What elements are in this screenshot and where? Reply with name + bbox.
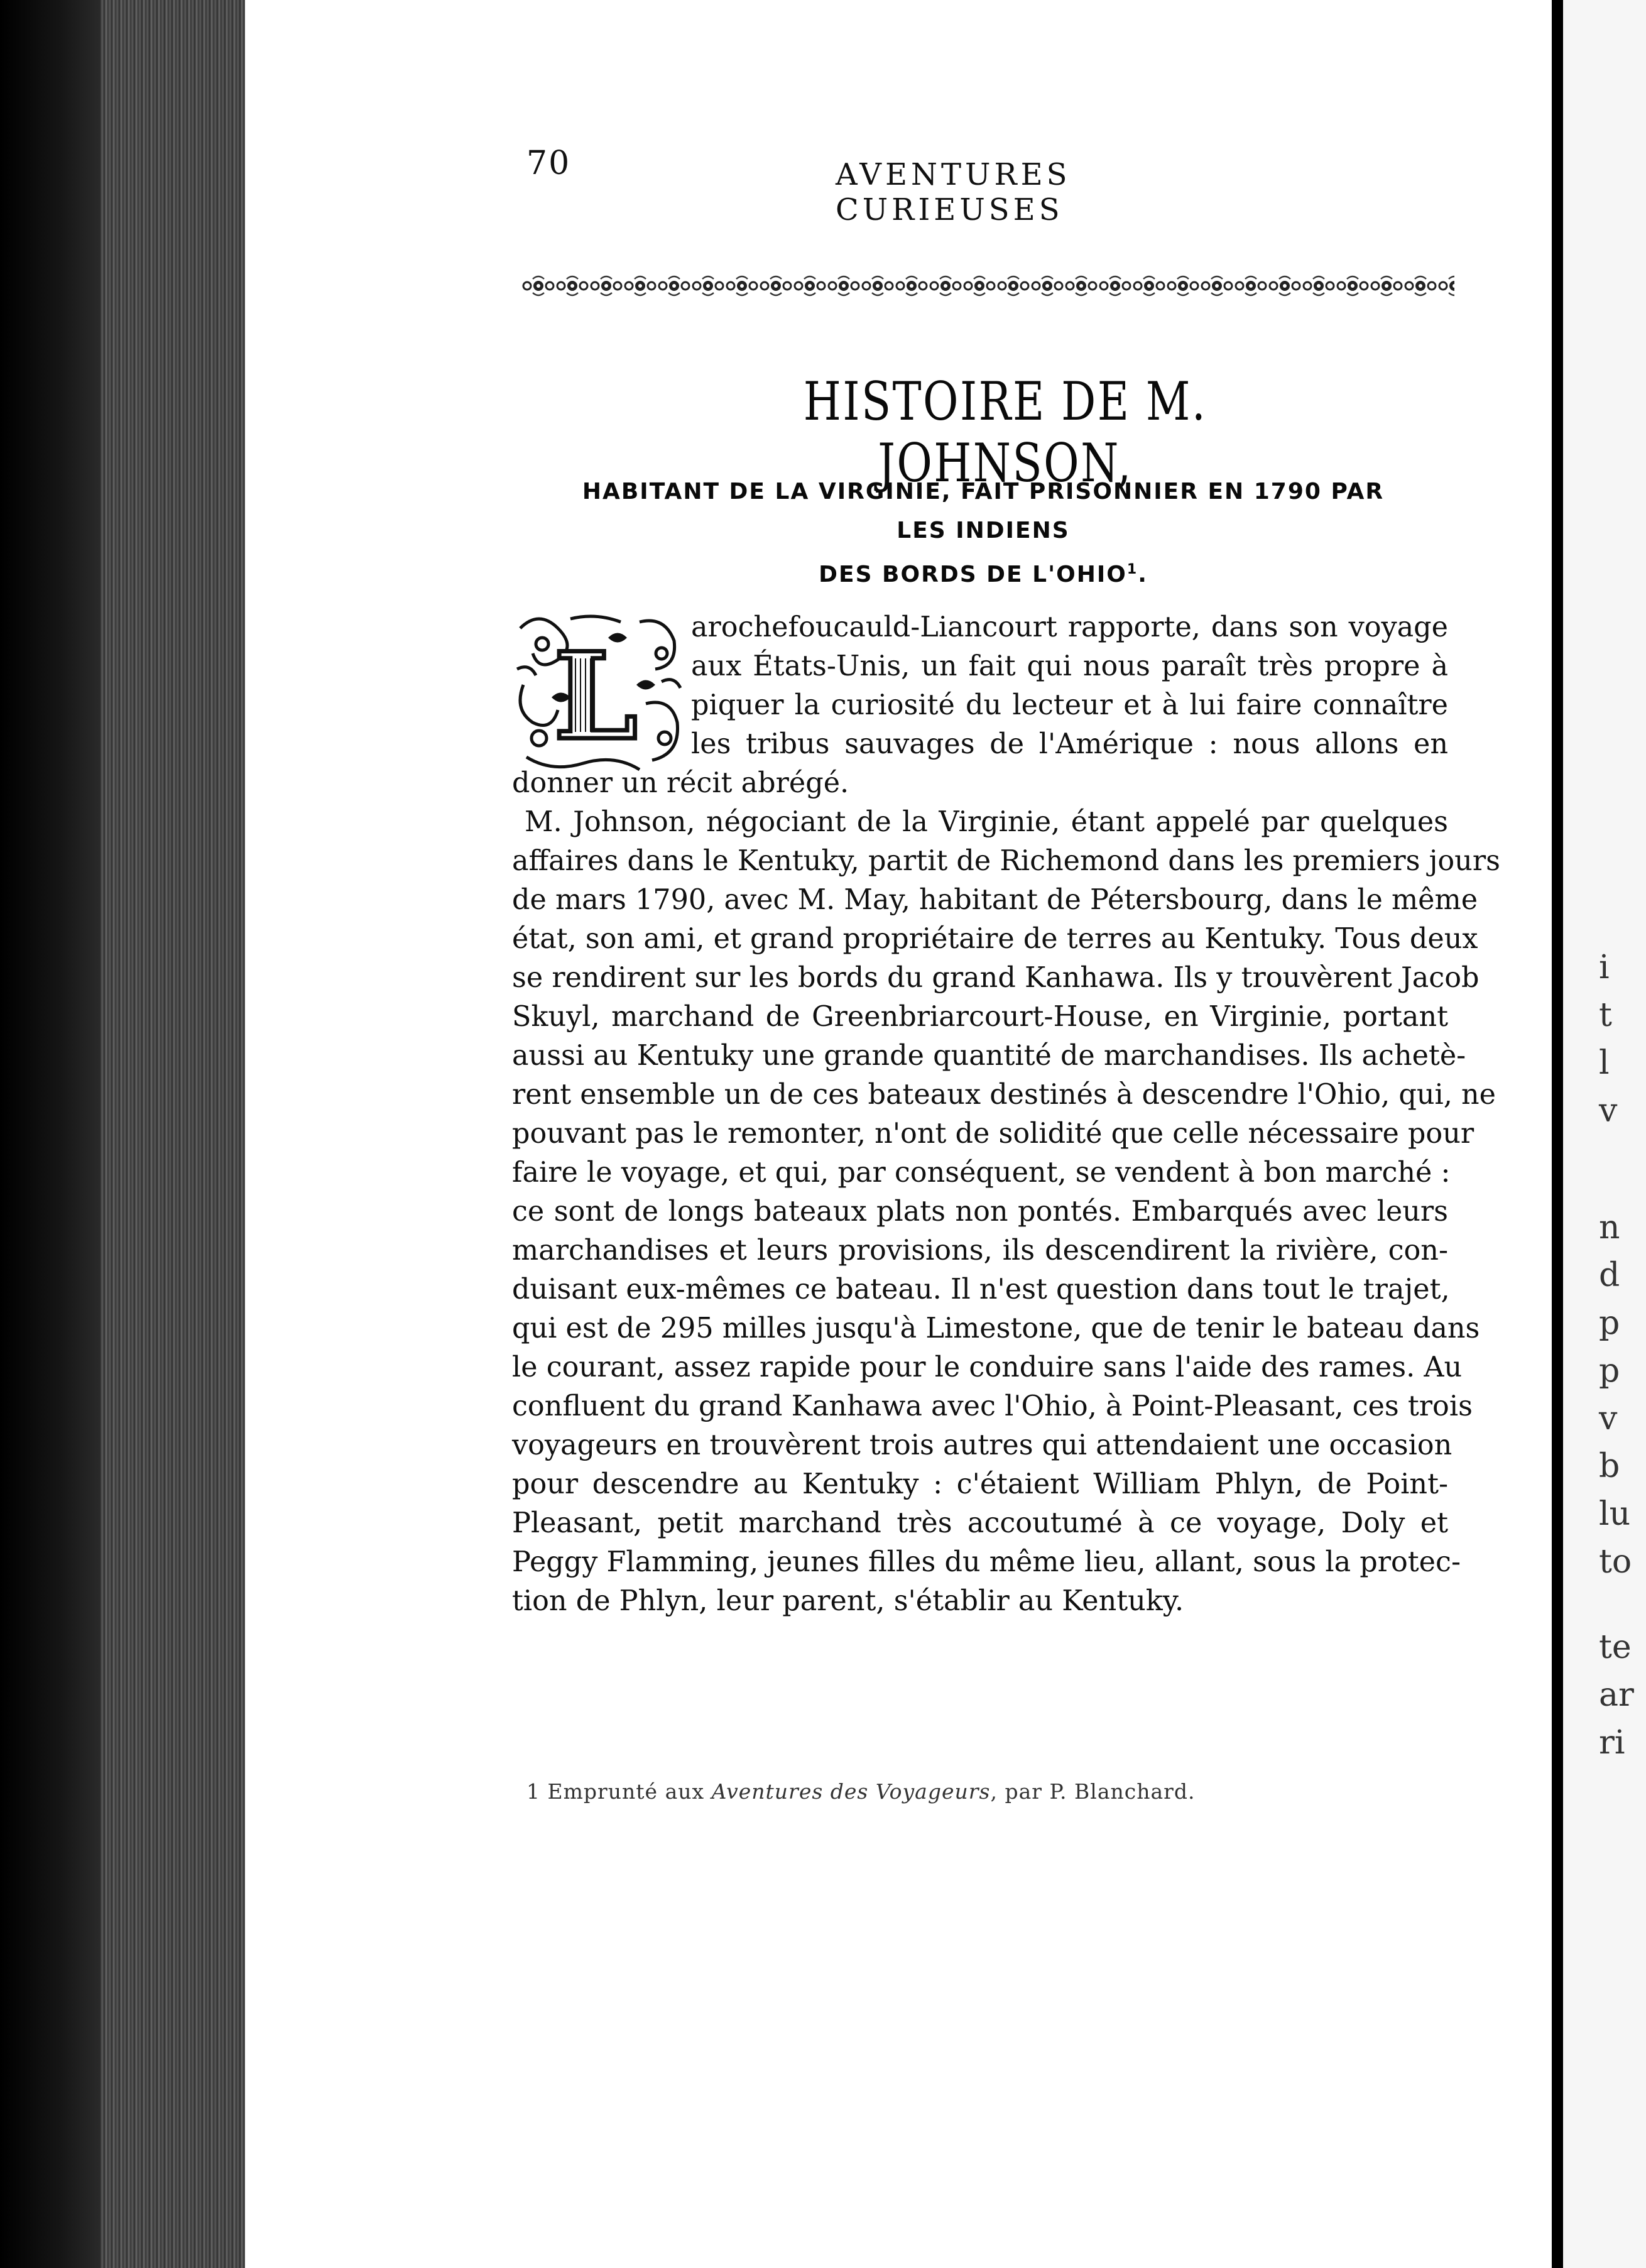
footnote-number: 1 bbox=[526, 1779, 540, 1804]
running-head: AVENTURES CURIEUSES bbox=[836, 157, 1071, 227]
text-line: tion de Phlyn, leur parent, s'établir au Kentuky. bbox=[512, 1585, 1184, 1617]
subtitle-line-2 bbox=[562, 550, 1404, 594]
fragment: ri bbox=[1599, 1724, 1625, 1762]
subtitle-line-2-text: DES BORDS DE L'OHIO bbox=[819, 562, 1127, 587]
text-line: faire le voyage, et qui, par conséquent, se vendent à bon marché : bbox=[512, 1157, 1451, 1189]
text-line: Peggy Flamming, jeunes filles du même lieu, allant, sous la protec- bbox=[512, 1546, 1461, 1578]
text-line: qui est de 295 milles jusqu'à Limestone, que de tenir le bateau dans bbox=[512, 1312, 1480, 1344]
chapter-subtitle bbox=[562, 472, 1404, 594]
text-line: aussi au Kentuky une grande quantité de marchandises. Ils achetè- bbox=[512, 1040, 1466, 1072]
text-line: ce sont de longs bateaux plats non pontés. Embarqués avec leurs bbox=[512, 1196, 1448, 1228]
footnote-marker: 1 bbox=[1126, 562, 1138, 577]
fragment: p bbox=[1599, 1304, 1620, 1342]
text-line: rent ensemble un de ces bateaux destinés à descendre l'Ohio, qui, ne bbox=[512, 1079, 1496, 1111]
fragment: n bbox=[1599, 1209, 1620, 1246]
text-line: arochefoucauld-Liancourt rapporte, dans son voyage bbox=[691, 611, 1448, 643]
text-line: donner un récit abrégé. bbox=[512, 767, 849, 799]
text-line: duisant eux-mêmes ce bateau. Il n'est question dans tout le trajet, bbox=[512, 1273, 1450, 1306]
text-line: confluent du grand Kanhawa avec l'Ohio, à Point-Pleasant, ces trois bbox=[512, 1390, 1473, 1422]
text-line: voyageurs en trouvèrent trois autres qui attendaient une occasion bbox=[512, 1429, 1453, 1461]
book-spine-shadow bbox=[0, 0, 101, 2268]
fragment: lu bbox=[1599, 1495, 1631, 1533]
text-line: de mars 1790, avec M. May, habitant de Pétersbourg, dans le même bbox=[512, 884, 1478, 916]
text-line: aux États-Unis, un fait qui nous paraît très propre à bbox=[691, 650, 1448, 682]
subtitle-end: . bbox=[1138, 562, 1148, 587]
fragment: l bbox=[1599, 1044, 1610, 1082]
dropcap-letter: L bbox=[553, 626, 638, 766]
footnote-suffix: , par P. Blanchard. bbox=[990, 1779, 1196, 1804]
text-line: Pleasant, petit marchand très accoutumé à ce voyage, Doly et bbox=[512, 1507, 1448, 1539]
subtitle-line-1: HABITANT DE LA VIRGINIE, FAIT PRISONNIER EN 1790 PAR LES INDIENS bbox=[582, 479, 1385, 543]
text-line: le courant, assez rapide pour le conduire sans l'aide des rames. Au bbox=[512, 1351, 1463, 1383]
fragment: v bbox=[1599, 1400, 1618, 1437]
text-line: Skuyl, marchand de Greenbriarcourt-House, en Virginie, portant bbox=[512, 1001, 1448, 1033]
fragment: d bbox=[1599, 1257, 1620, 1294]
facing-page-fragments bbox=[1599, 942, 1643, 1765]
page-edges bbox=[101, 0, 245, 2268]
text-line: les tribus sauvages de l'Amérique : nous allons en bbox=[691, 728, 1448, 760]
footnote bbox=[526, 1779, 1343, 1804]
fragment: te bbox=[1599, 1628, 1632, 1666]
body-text bbox=[512, 608, 1500, 1621]
fragment: t bbox=[1599, 996, 1612, 1034]
text-line: piquer la curiosité du lecteur et à lui faire connaître bbox=[691, 689, 1448, 721]
ornamental-rule bbox=[521, 271, 1454, 300]
fragment: v bbox=[1599, 1092, 1618, 1130]
page-number: 70 bbox=[526, 144, 571, 182]
chapter-title: HISTOIRE DE M. JOHNSON, bbox=[803, 371, 1207, 494]
fragment: to bbox=[1599, 1543, 1632, 1581]
text-line: pour descendre au Kentuky : c'étaient William Phlyn, de Point- bbox=[512, 1468, 1448, 1500]
text-line: pouvant pas le remonter, n'ont de solidité que celle nécessaire pour bbox=[512, 1118, 1474, 1150]
fragment: b bbox=[1599, 1447, 1620, 1485]
text-line: état, son ami, et grand propriétaire de terres au Kentuky. Tous deux bbox=[512, 923, 1478, 955]
footnote-source-title: Aventures des Voyageurs bbox=[711, 1779, 991, 1804]
text-line: se rendirent sur les bords du grand Kanhawa. Ils y trouvèrent Jacob bbox=[512, 962, 1480, 994]
fragment: ar bbox=[1599, 1676, 1634, 1714]
text-line: M. Johnson, négociant de la Virginie, étant appelé par quelques bbox=[525, 806, 1448, 838]
footnote-prefix: Emprunté aux bbox=[547, 1779, 705, 1804]
fragment: p bbox=[1599, 1352, 1620, 1390]
fragment: i bbox=[1599, 949, 1610, 986]
text-line: marchandises et leurs provisions, ils descendirent la rivière, con- bbox=[512, 1235, 1448, 1267]
text-line: affaires dans le Kentuky, partit de Richemond dans les premiers jours bbox=[512, 845, 1500, 877]
